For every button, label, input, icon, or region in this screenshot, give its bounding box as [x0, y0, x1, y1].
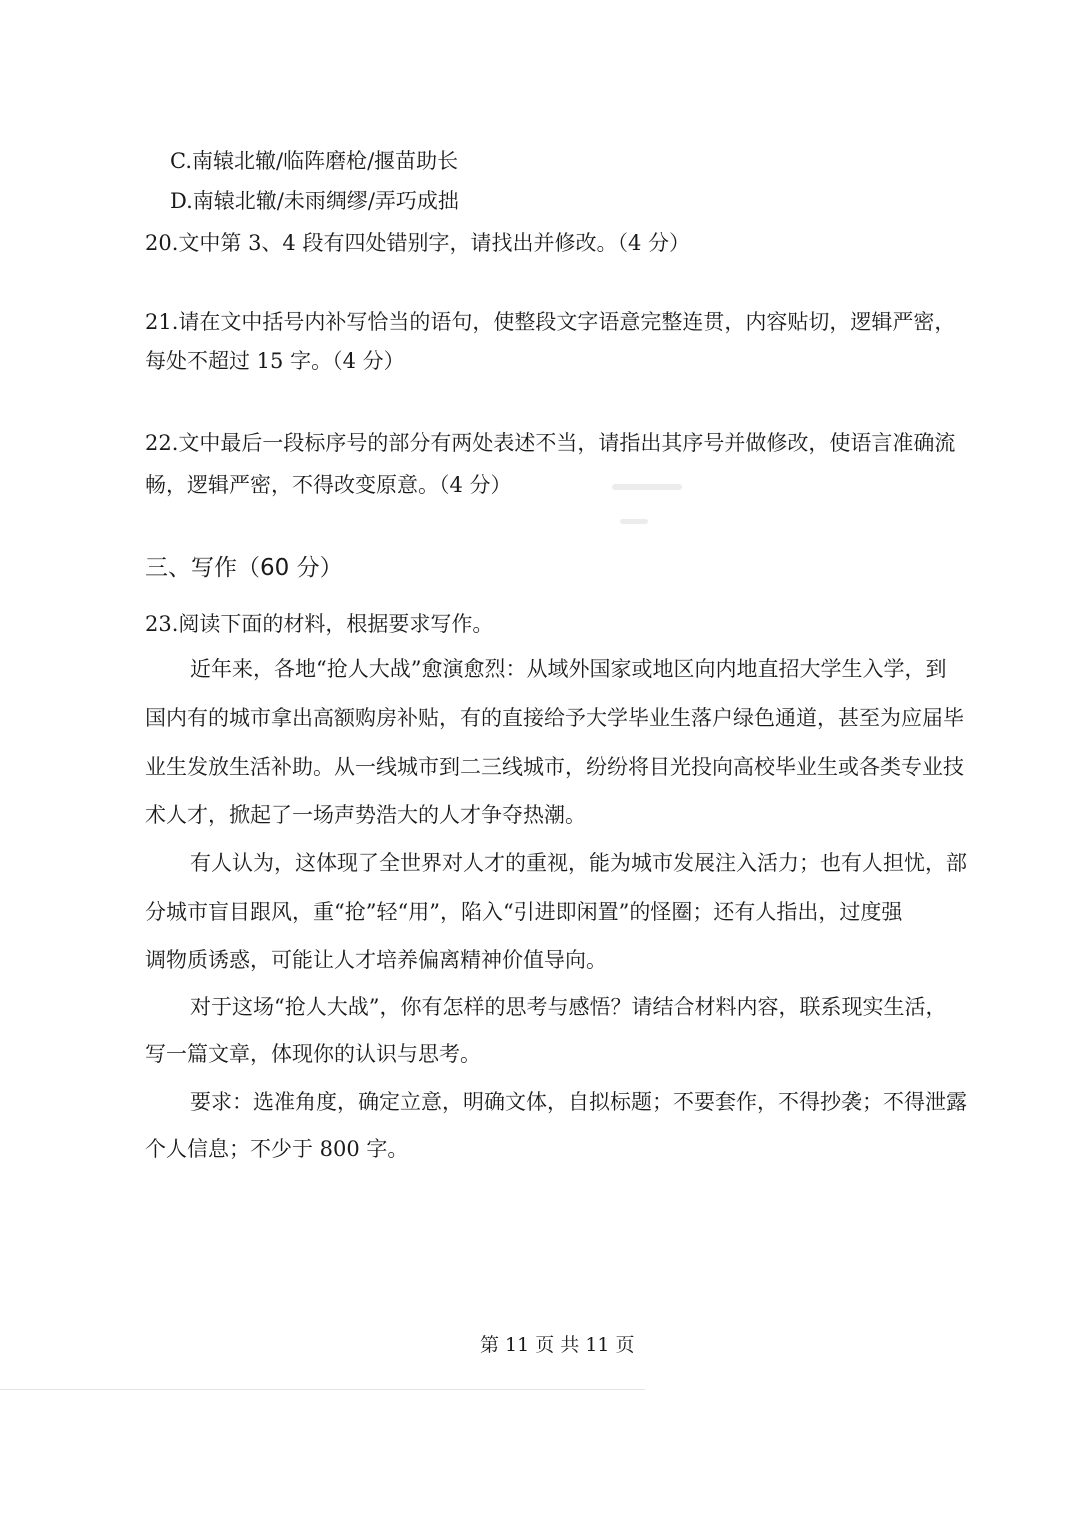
question-20: 20.文中第 3、4 段有四处错别字，请找出并修改。（4 分） [145, 231, 691, 255]
option-c: C.南辕北辙/临阵磨枪/揠苗助长 [170, 149, 459, 173]
scan-smudge [620, 519, 648, 524]
section-title-writing: 三、写作（60 分） [145, 555, 343, 581]
task-paragraph-line-2: 写一篇文章，体现你的认识与思考。 [145, 1042, 481, 1066]
material-paragraph-2-line-3: 调物质诱惑，可能让人才培养偏离精神价值导向。 [145, 948, 607, 972]
question-22-line-1: 22.文中最后一段标序号的部分有两处表述不当，请指出其序号并做修改，使语言准确流 [145, 431, 956, 455]
question-21-line-1: 21.请在文中括号内补写恰当的语句，使整段文字语意完整连贯，内容贴切，逻辑严密， [145, 310, 956, 334]
option-d: D.南辕北辙/未雨绸缪/弄巧成拙 [170, 189, 459, 213]
material-paragraph-1-line-3: 业生发放生活补助。从一线城市到二三线城市，纷纷将目光投向高校毕业生或各类专业技 [145, 755, 964, 779]
task-paragraph-line-1: 对于这场“抢人大战”，你有怎样的思考与感悟？请结合材料内容，联系现实生活， [190, 995, 947, 1019]
material-paragraph-1-line-2: 国内有的城市拿出高额购房补贴，有的直接给予大学毕业生落户绿色通道，甚至为应届毕 [145, 706, 964, 730]
scan-smudge [612, 484, 682, 490]
requirements-line-1: 要求：选准角度，确定立意，明确文体，自拟标题；不要套作，不得抄袭；不得泄露 [190, 1090, 967, 1114]
material-paragraph-1-line-1: 近年来，各地“抢人大战”愈演愈烈：从域外国家或地区向内地直招大学生入学，到 [190, 657, 947, 681]
page-number: 第 11 页 共 11 页 [480, 1334, 635, 1356]
question-22-line-2: 畅，逻辑严密，不得改变原意。（4 分） [145, 473, 512, 497]
material-paragraph-2-line-2: 分城市盲目跟风，重“抢”轻“用”，陷入“引进即闲置”的怪圈；还有人指出，过度强 [145, 900, 903, 924]
question-21-line-2: 每处不超过 15 字。（4 分） [145, 349, 405, 373]
requirements-line-2: 个人信息；不少于 800 字。 [145, 1137, 409, 1161]
material-paragraph-2-line-1: 有人认为，这体现了全世界对人才的重视，能为城市发展注入活力；也有人担忧，部 [190, 851, 967, 875]
bottom-rule [0, 1389, 645, 1390]
material-paragraph-1-line-4: 术人才，掀起了一场声势浩大的人才争夺热潮。 [145, 803, 586, 827]
question-23-prompt: 23.阅读下面的材料，根据要求写作。 [145, 612, 494, 636]
